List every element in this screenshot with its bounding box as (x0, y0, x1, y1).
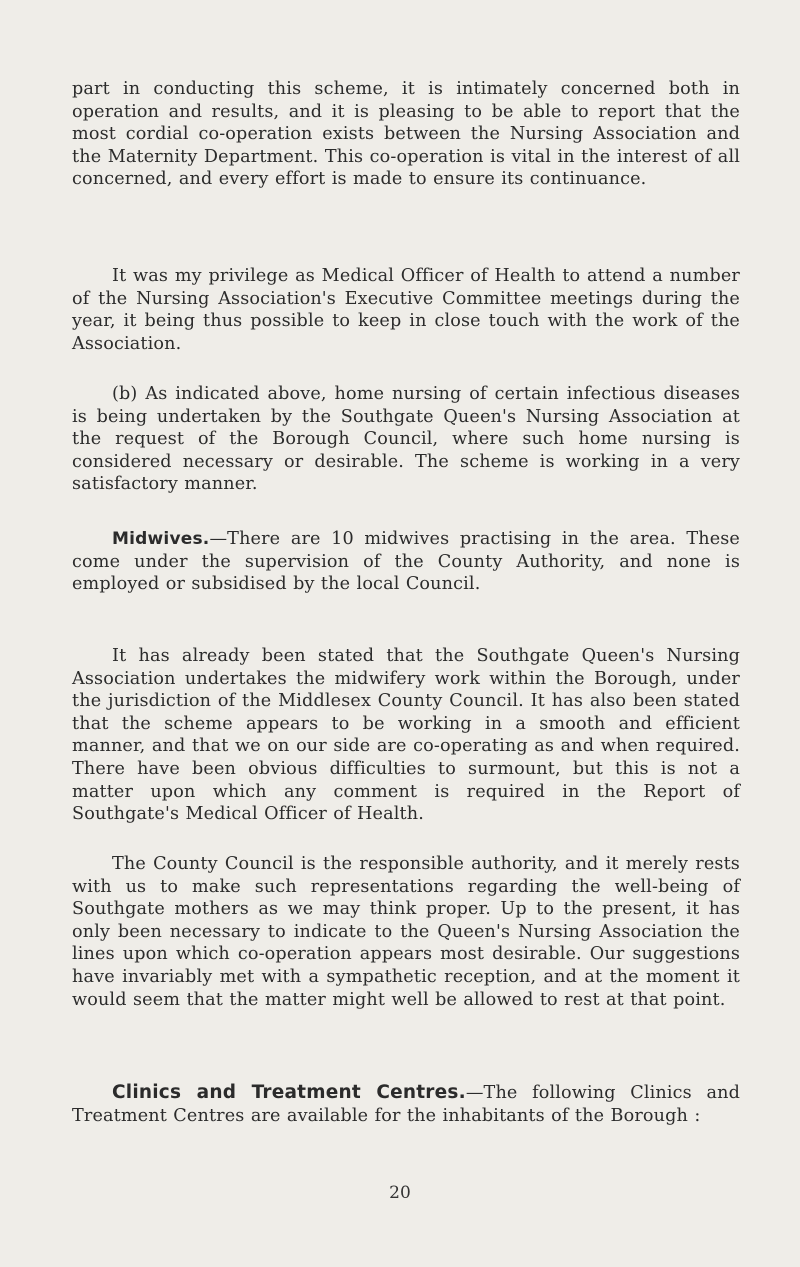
paragraph-text: It has already been stated that the Southgate Queen's Nursing Association undertakes the midwifery work within the Borough, under the jurisdiction of the Middlesex County Council. It has also been stated that the scheme appears to be working in a smooth and efficient manner, and that we on our side are co-operating as and when required. There have been obvious difficulties to surmount, but this is not a matter upon which any comment is required in the Report of Southgate's Medical Officer of Health. (72, 646, 740, 825)
paragraph-text: It was my privilege as Medical Officer of Health to attend a number of the Nursing Association's Executive Committee meetings during the year, it being thus possible to keep in close touch with the work of the Association. (72, 266, 740, 354)
paragraph-marker: (b) (112, 384, 138, 404)
paragraph-county-council (72, 853, 740, 1011)
paragraph-text: The County Council is the responsible authority, and it merely rests with us to make such representations regarding the well-being of Southgate mothers as we may think proper. Up to the present, it has only been necessary to indicate to the Queen's Nursing Association the lines upon which co-operation appears most desirable. Our suggestions have invariably met with a sympathetic reception, and at the moment it would seem that the matter might well be allowed to rest at that point. (72, 854, 740, 1010)
paragraph-text: As indicated above, home nursing of certain infectious diseases is being undertaken by the Southgate Queen's Nursing Association at the request of the Borough Council, where such home nursing is considered necessary or desirable. The scheme is working in a very satisfactory manner. (72, 384, 741, 495)
paragraph-home-nursing (72, 383, 740, 496)
paragraph-text: —There are 10 midwives practising in the area. These come under the supervision of the County Authority, and none is employed or subsidised by the local Council. (72, 529, 740, 595)
section-heading-midwives: Midwives. (112, 529, 210, 549)
page-number: 20 (389, 1183, 411, 1203)
section-heading-clinics: Clinics and Treatment Centres. (112, 1082, 466, 1103)
paragraph-text: part in conducting this scheme, it is intimately concerned both in operation and results, and it is pleasing to be able to report that the most cordial co-operation exists between the Nursing Association and the Maternity Department. This co-operation is vital in the interest of all concerned, and every effort is made to ensure its continuance. (72, 79, 740, 190)
paragraph-text: —The following Clinics and Treatment Centres are available for the inhabitants of the Borough : (72, 1083, 740, 1126)
paragraph-nursing-cooperation (72, 78, 740, 191)
paragraph-clinics (72, 1082, 740, 1127)
paragraph-midwives (72, 528, 740, 596)
paragraph-executive-committee (72, 265, 740, 355)
paragraph-midwifery-work (72, 645, 740, 826)
